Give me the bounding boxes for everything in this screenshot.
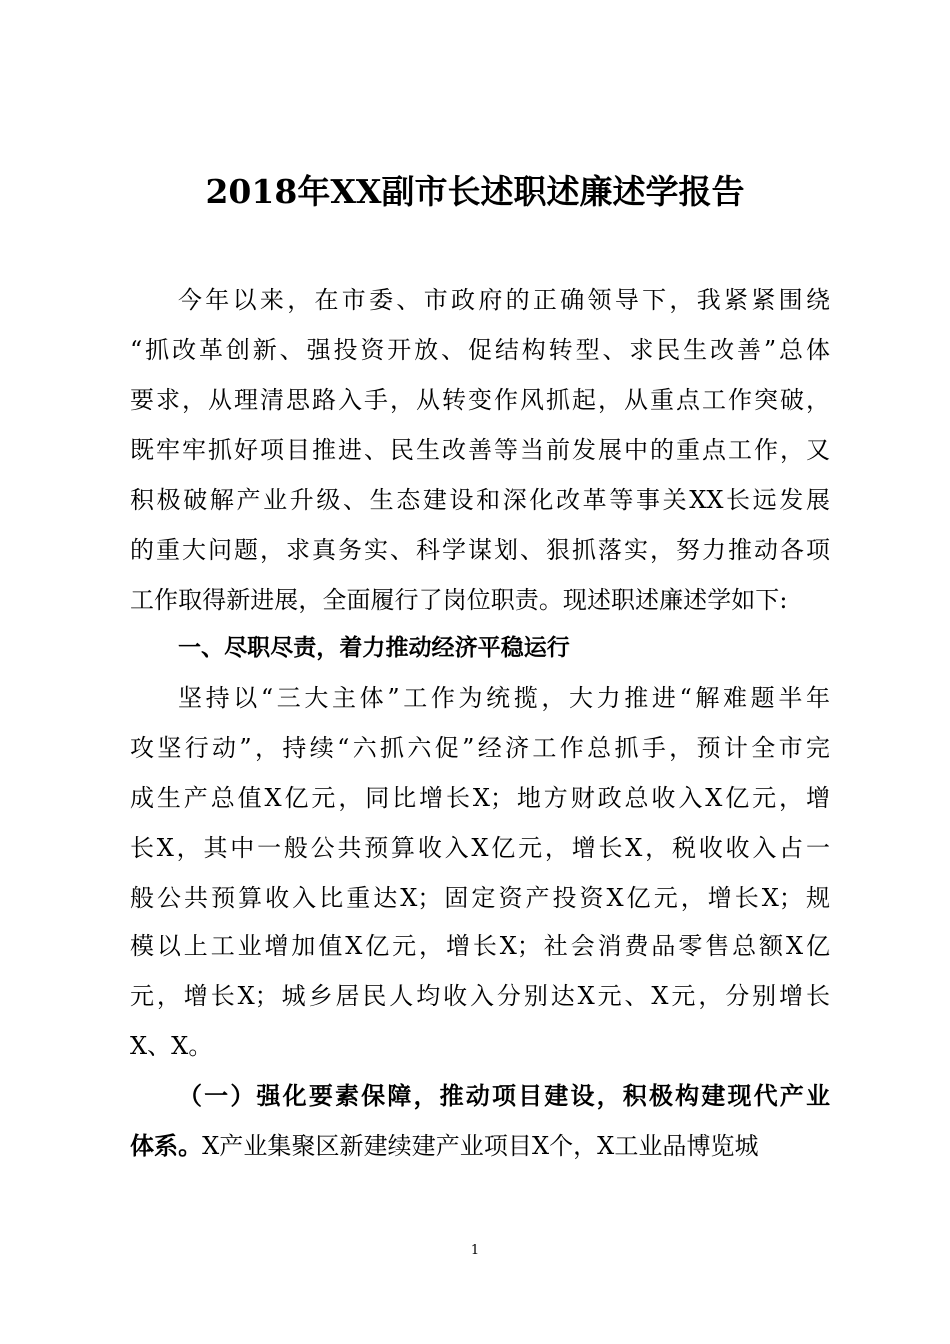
paragraph-line: 既牢牢抓好项目推进、民生改善等当前发展中的重点工作，又 bbox=[130, 436, 830, 464]
paragraph-line bbox=[130, 1122, 830, 1170]
paragraph-line: “抓改革创新、强投资开放、促结构转型、求民生改善”总体 bbox=[130, 336, 830, 364]
paragraph-line: 模以上工业增加值X亿元，增长X；社会消费品零售总额X亿 bbox=[130, 932, 830, 960]
paragraph-line: 般公共预算收入比重达X；固定资产投资X亿元，增长X；规 bbox=[130, 884, 830, 912]
page-number: 1 bbox=[470, 1243, 480, 1258]
paragraph-line: 坚持以“三大主体”工作为统揽，大力推进“解难题半年 bbox=[178, 684, 830, 712]
paragraph-line: 攻坚行动”，持续“六抓六促”经济工作总抓手，预计全市完 bbox=[130, 734, 830, 762]
paragraph-line: 要求，从理清思路入手，从转变作风抓起，从重点工作突破， bbox=[130, 386, 830, 414]
subsection-heading: （一）强化要素保障，推动项目建设，积极构建现代产业 bbox=[178, 1081, 830, 1110]
subsection-heading-end: 体系。 bbox=[130, 1131, 203, 1160]
paragraph-line: 长X，其中一般公共预算收入X亿元，增长X，税收收入占一 bbox=[130, 834, 830, 862]
paragraph-line: X、X。 bbox=[130, 1032, 213, 1060]
section-heading: 一、尽职尽责，着力推动经济平稳运行 bbox=[178, 635, 570, 661]
paragraph-line: 成生产总值X亿元，同比增长X；地方财政总收入X亿元，增 bbox=[130, 784, 830, 812]
paragraph-line: 的重大问题，求真务实、科学谋划、狠抓落实，努力推动各项 bbox=[130, 536, 830, 564]
document-title: 2018年XX副市长述职述廉述学报告 bbox=[205, 172, 745, 211]
paragraph-line-text: X产业集聚区新建续建产业项目X个，X工业品博览城 bbox=[202, 1132, 759, 1160]
paragraph-line: 今年以来，在市委、市政府的正确领导下，我紧紧围绕 bbox=[178, 286, 830, 314]
paragraph-line: 积极破解产业升级、生态建设和深化改革等事关XX长远发展 bbox=[130, 486, 830, 514]
paragraph-line: 元，增长X；城乡居民人均收入分别达X元、X元，分别增长 bbox=[130, 982, 830, 1010]
paragraph-line: 工作取得新进展，全面履行了岗位职责。现述职述廉述学如下: bbox=[130, 586, 788, 614]
